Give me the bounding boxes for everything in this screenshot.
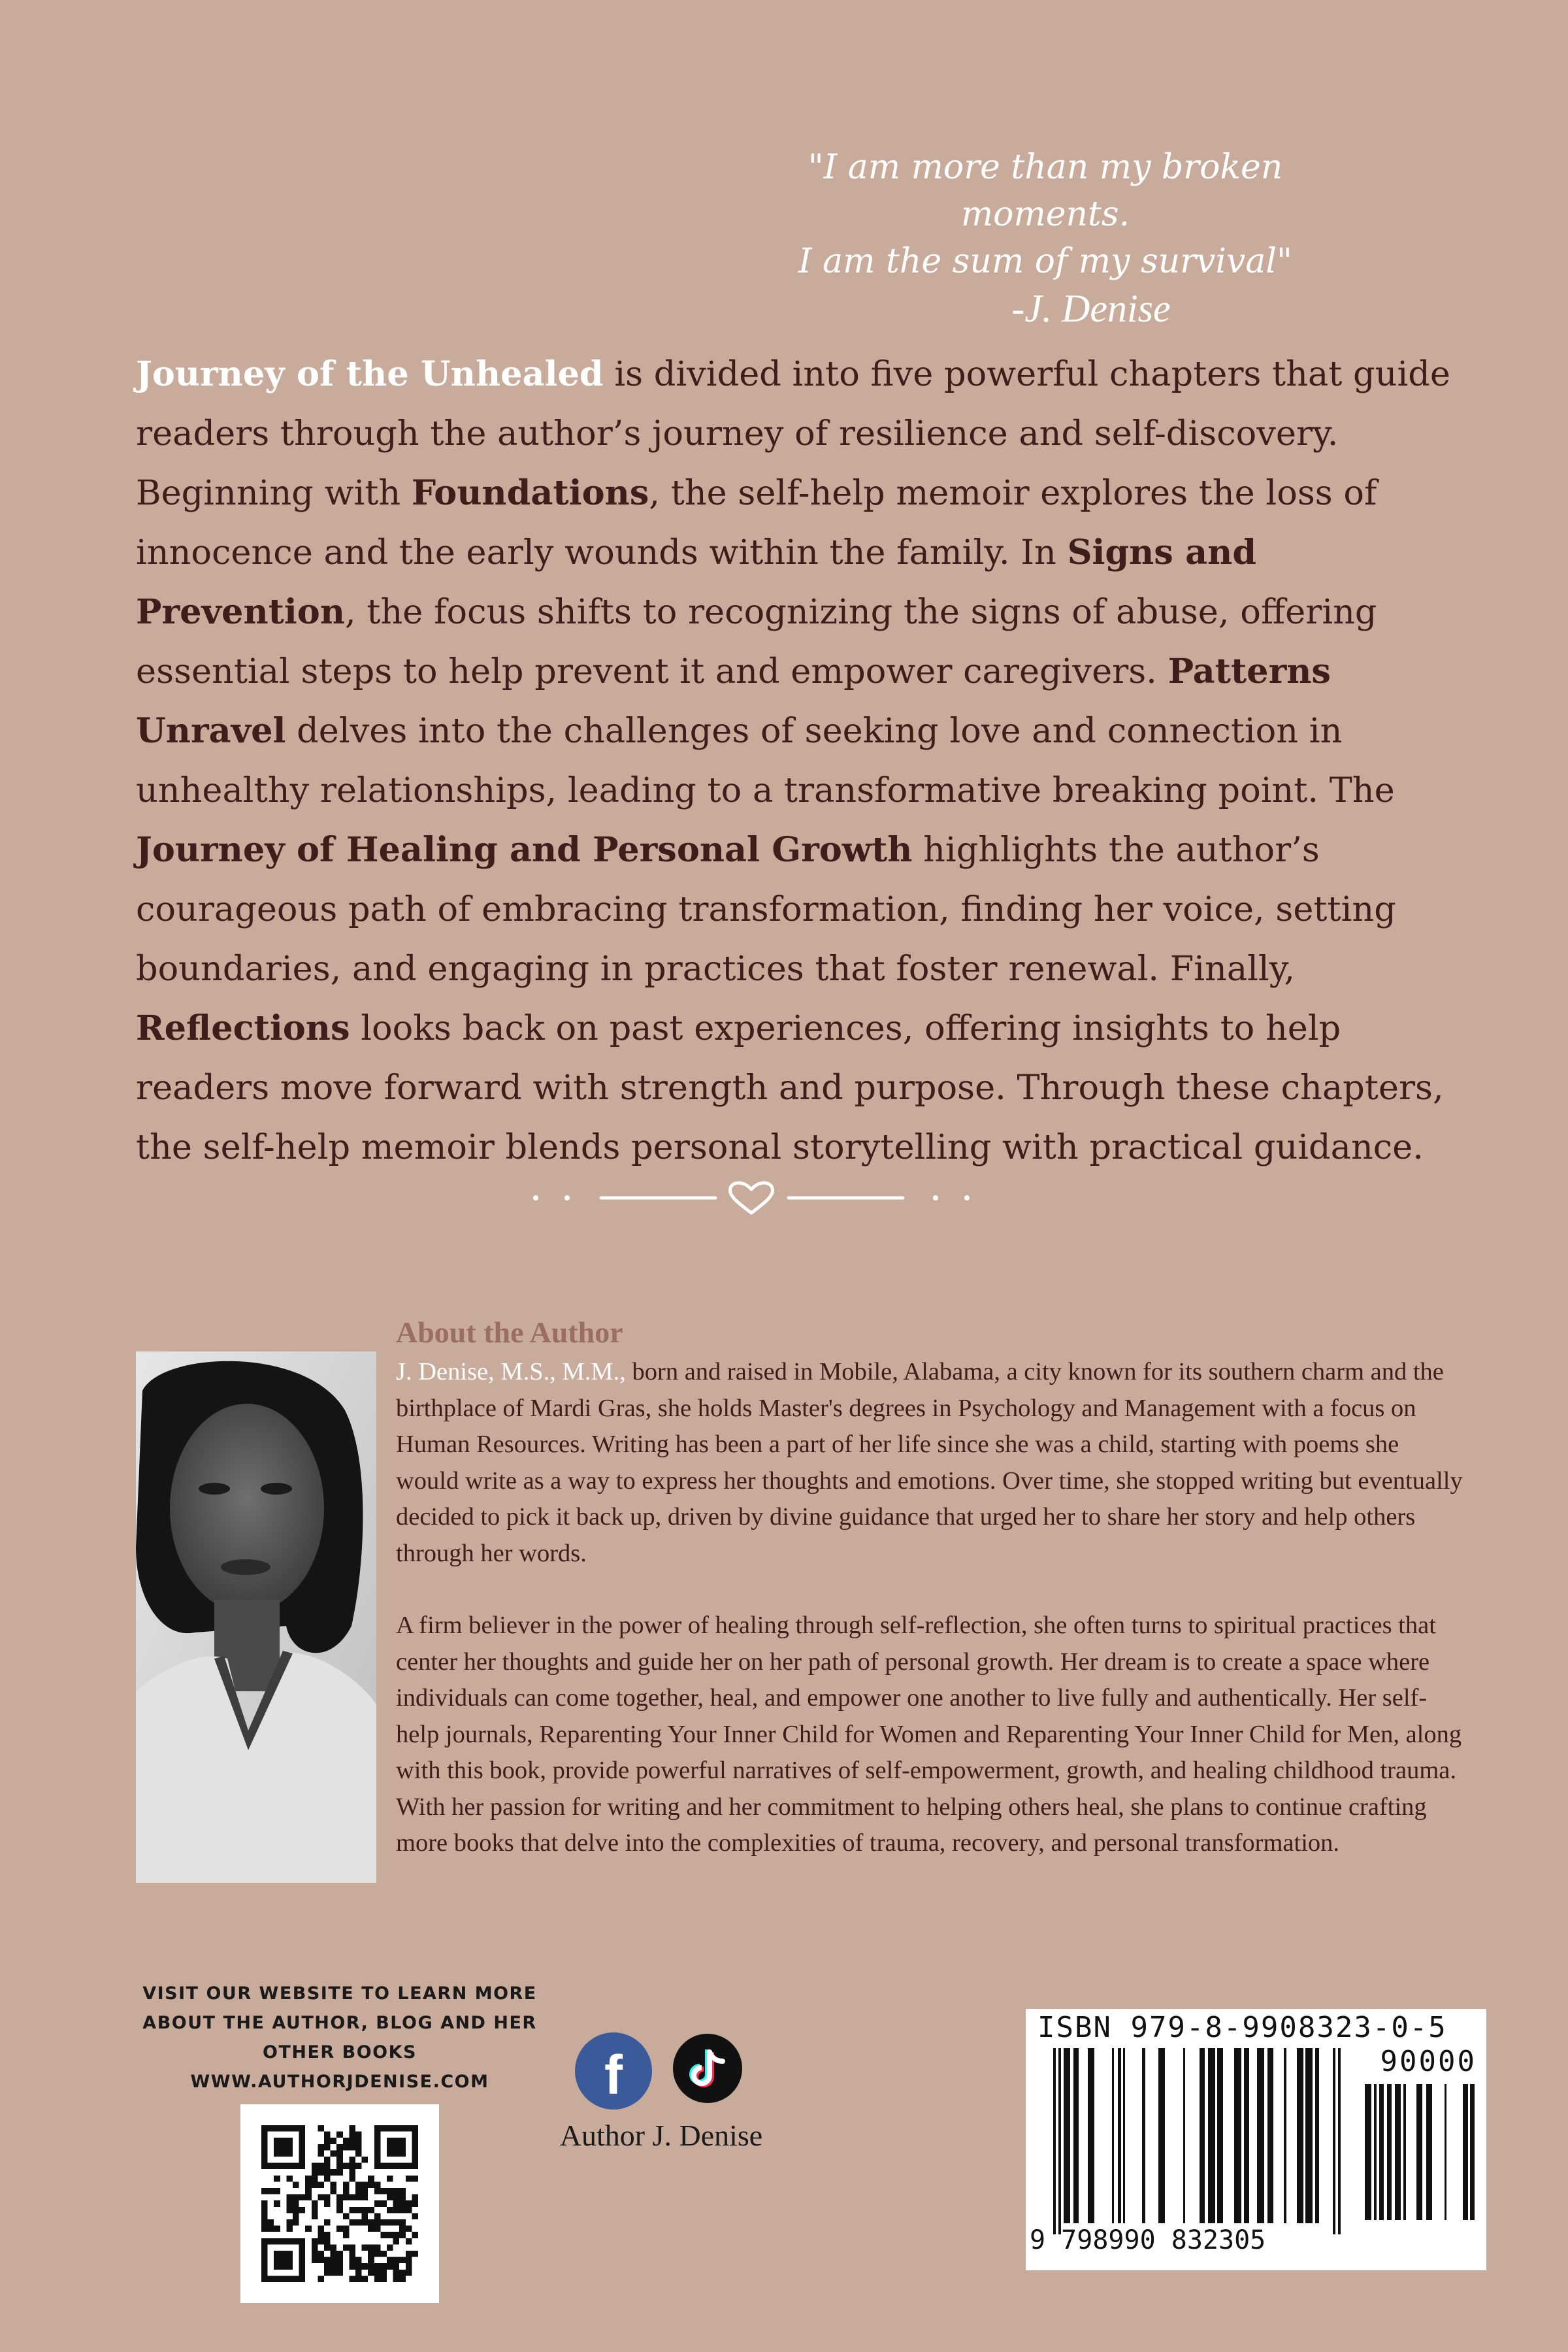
chapter-journey-of-healing: Journey of Healing and Personal Growth xyxy=(136,830,913,870)
author-name: J. Denise, M.S., M.M., xyxy=(396,1358,626,1385)
chapter-foundations: Foundations xyxy=(411,473,649,513)
bio-paragraph-1 xyxy=(396,1354,1467,1572)
website-link[interactable]: WWW.AUTHORJDENISE.COM xyxy=(190,2072,489,2092)
summary-text-4: delves into the challenges of seeking love and connection in unhealthy relationships, leading to a transformative breaking point. The xyxy=(136,711,1395,810)
summary-text-6: looks back on past experiences, offering insights to help readers move forward with strength and purpose. Through these chapters, the self-help memoir blends personal storytelling with practical guidance. xyxy=(136,1008,1444,1167)
divider-dot xyxy=(564,1195,570,1201)
summary-text-1: is divided into five powerful chapters that guide readers through the author’s journey of resilience and self-discovery. Beginning with xyxy=(136,354,1450,513)
chapter-reflections: Reflections xyxy=(136,1008,350,1048)
summary-text-3: , the focus shifts to recognizing the signs of abuse, offering essential steps to help prevent it and empower caregivers. xyxy=(136,592,1377,691)
divider-dot xyxy=(964,1195,970,1201)
quote-attribution: -J. Denise xyxy=(1011,287,1171,330)
website-promo xyxy=(131,1979,549,2096)
social-icons xyxy=(572,2032,768,2111)
about-author-bio xyxy=(396,1354,1467,1898)
facebook-icon[interactable]: f xyxy=(575,2032,652,2110)
heart-icon xyxy=(730,1183,772,1213)
qr-code[interactable] xyxy=(240,2104,439,2303)
summary-text-2: , the self-help memoir explores the loss of innocence and the early wounds within the family. In xyxy=(136,473,1377,572)
bio-paragraph-2: A firm believer in the power of healing through self-reflection, she often turns to spiritual practices that center her thoughts and guide her on her path of personal growth. Her dream is to create a space where individuals can come together, heal, and empower one another to live fully and authentically. Her self-help journals, Reparenting Your Inner Child for Women and Reparenting Your Inner Child for Men, along with this book, provide powerful narratives of self-empowerment, growth, and healing childhood trauma. With her passion for writing and her commitment to helping others heal, she plans to continue crafting more books that delve into the complexities of trauma, recovery, and personal transformation. xyxy=(396,1612,1462,1857)
bio-text-1: born and raised in Mobile, Alabama, a city known for its southern charm and the birthplace of Mardi Gras, she holds Master's degrees in Psychology and Management with a focus on Human Resources. Writing has been a part of her life since she was a child, starting with poems she would write as a way to express her thoughts and emotions. Over time, she stopped writing but eventually decided to pick it back up, driven by divine guidance that urged her to share her story and help others through her words. xyxy=(396,1358,1463,1567)
quote-line-1: "I am more than my broken moments. xyxy=(808,148,1283,234)
author-photo xyxy=(136,1351,376,1883)
heart-divider xyxy=(529,1176,973,1222)
epigraph-quote xyxy=(751,144,1339,332)
book-summary xyxy=(136,344,1456,1177)
social-handle: Author J. Denise xyxy=(559,2119,763,2152)
tiktok-icon[interactable] xyxy=(673,2034,742,2103)
summary-text-5: highlights the author’s courageous path of embracing transformation, finding her voice, setting boundaries, and engaging in practices that foster renewal. Finally, xyxy=(136,830,1396,989)
chapter-patterns-unravel: Patterns Unravel xyxy=(136,652,1331,751)
isbn-number: ISBN 979-8-9908323-0-5 xyxy=(1037,2011,1447,2044)
tiktok-note-glyph xyxy=(673,2034,742,2103)
about-author-heading: About the Author xyxy=(396,1316,623,1349)
visit-line-1: VISIT OUR WEBSITE TO LEARN MORE xyxy=(142,1983,537,2004)
chapter-signs-and-prevention: Signs and Prevention xyxy=(136,533,1257,632)
quote-line-2: I am the sum of my survival" xyxy=(798,242,1292,281)
isbn-barcode xyxy=(1026,2009,1486,2270)
author-portrait-image xyxy=(136,1351,376,1883)
barcode-digits: 9 798990 832305 xyxy=(1030,2225,1266,2255)
price-code: 90000 xyxy=(1380,2045,1477,2078)
divider-dot xyxy=(933,1195,938,1201)
book-title: Journey of the Unhealed xyxy=(136,354,604,394)
visit-line-2: ABOUT THE AUTHOR, BLOG AND HER xyxy=(142,2013,537,2033)
divider-dot xyxy=(533,1195,538,1201)
qr-code-image xyxy=(261,2125,418,2282)
visit-line-3: OTHER BOOKS xyxy=(263,2042,417,2062)
